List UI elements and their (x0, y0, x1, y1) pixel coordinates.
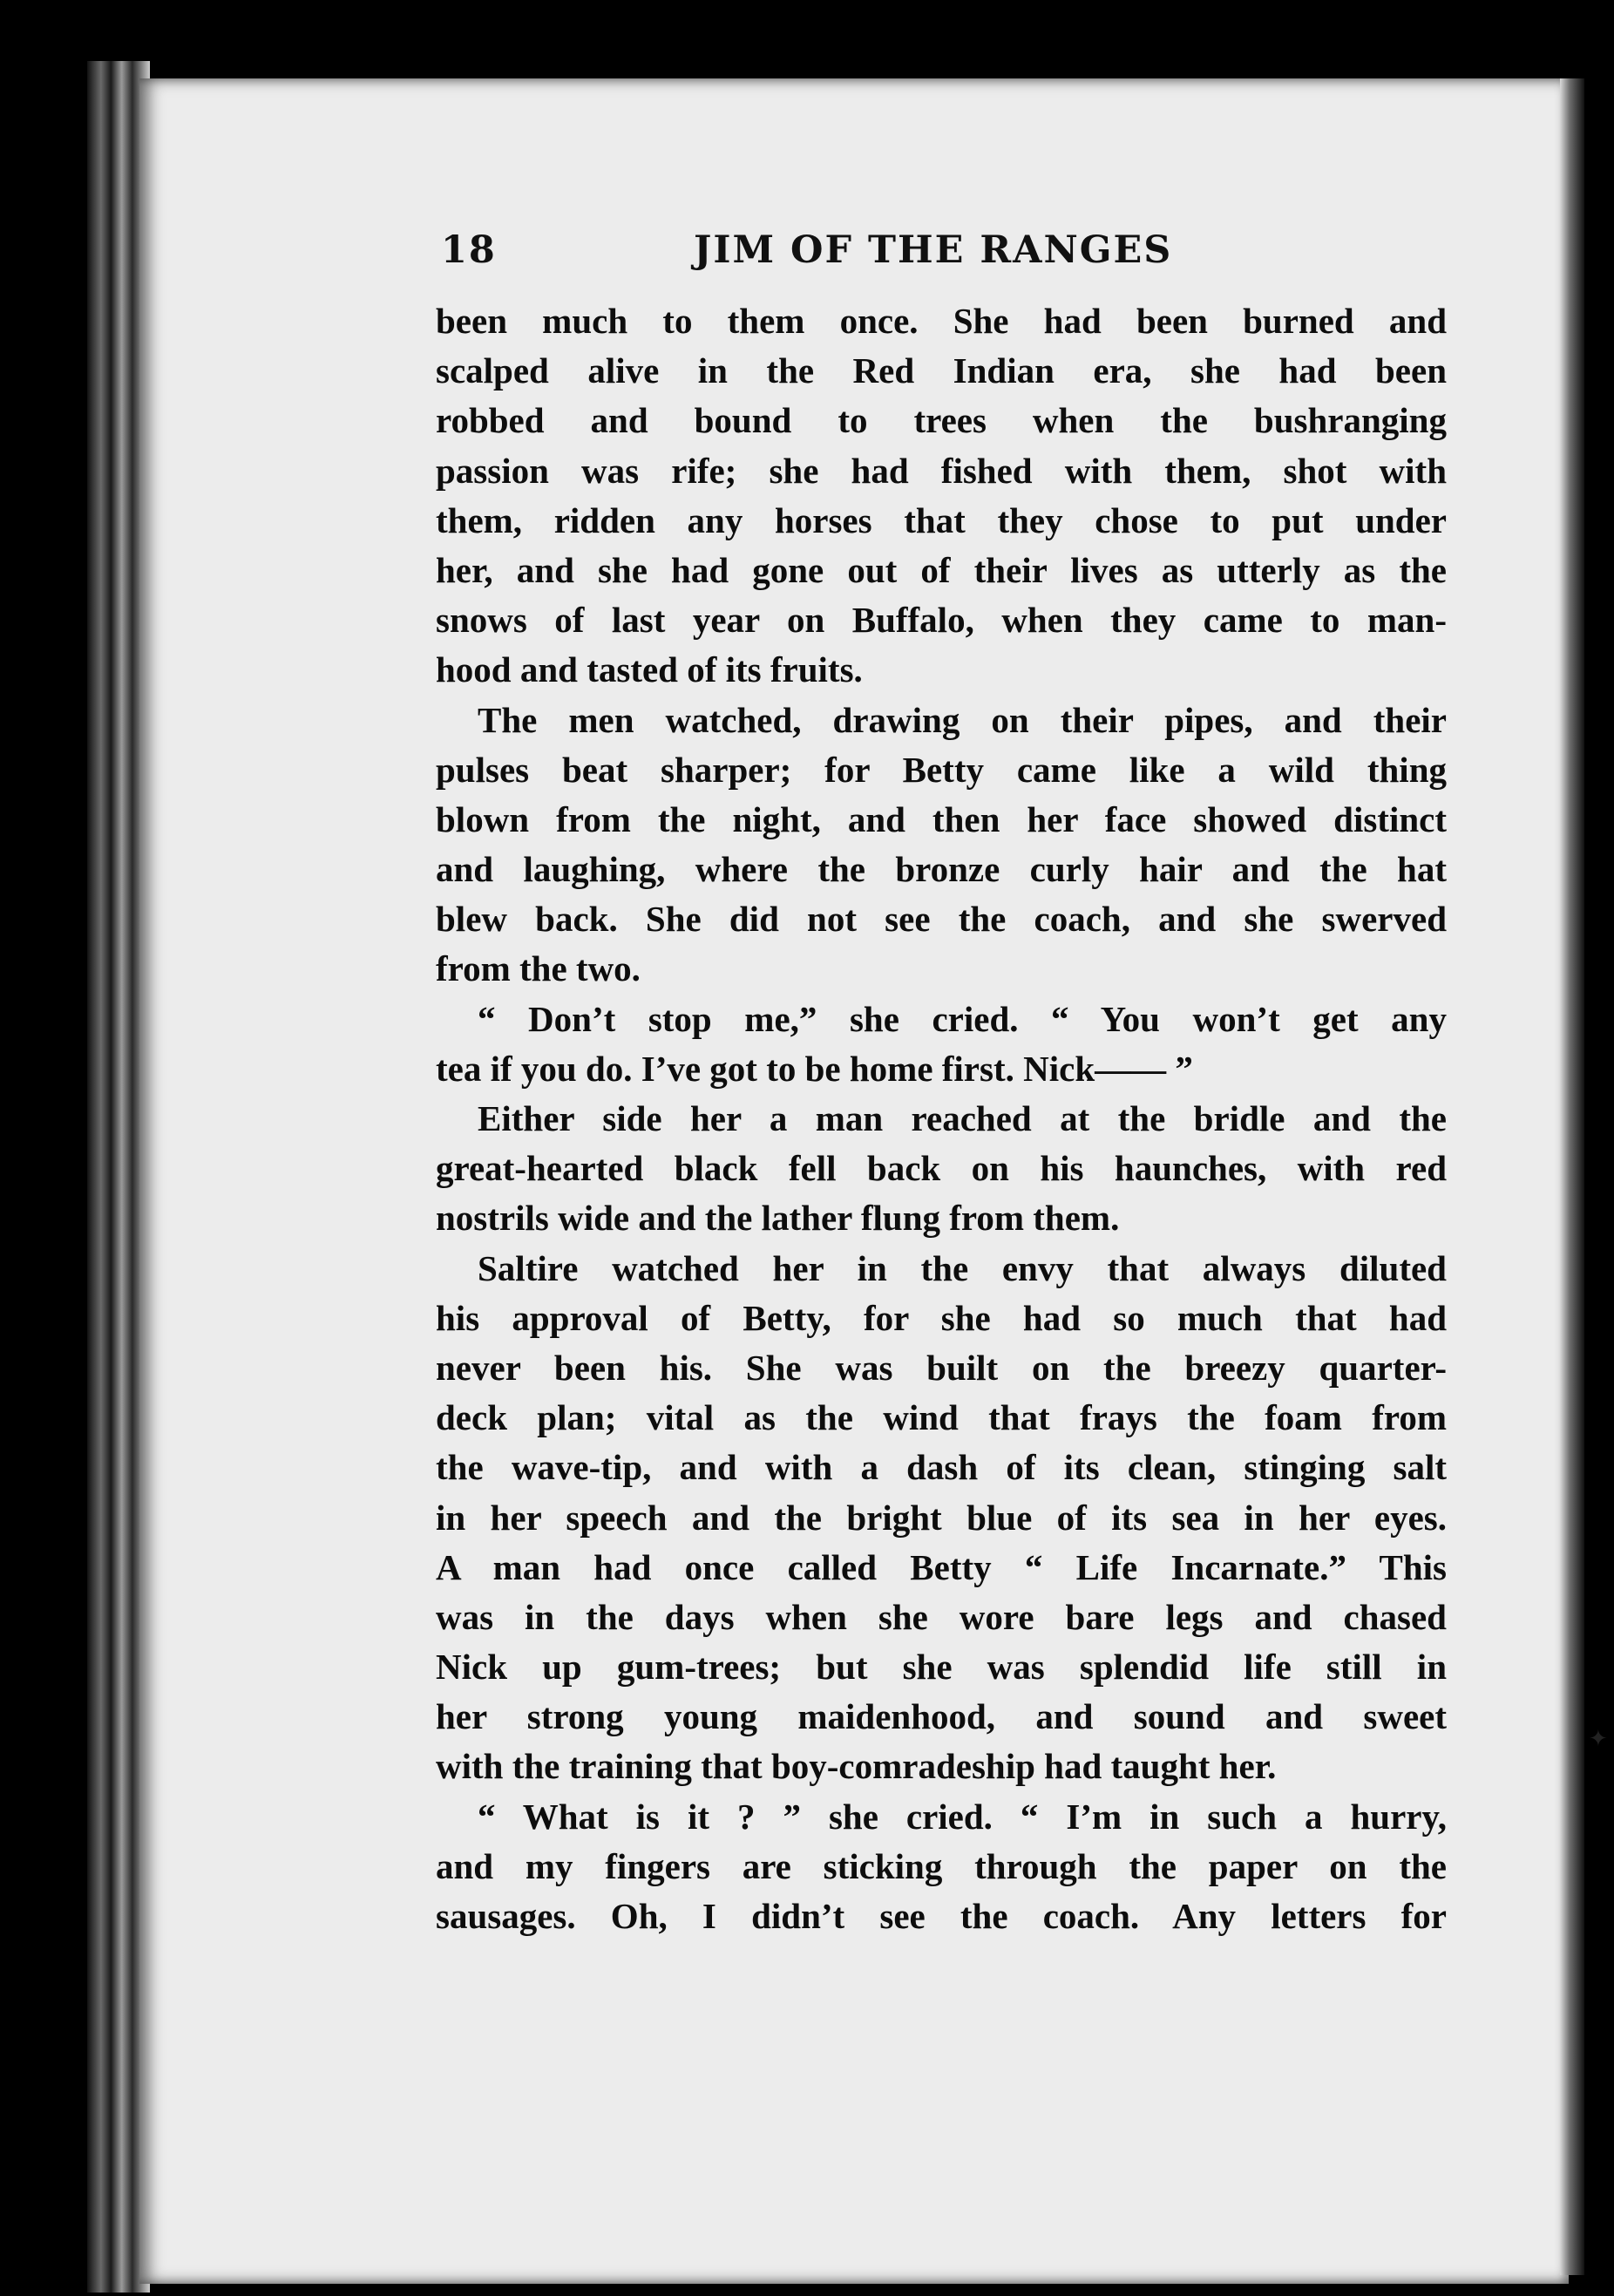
text-line: her strong young maidenhood, and sound and sweet (436, 1696, 1447, 1737)
text-line: deck plan; vital as the wind that frays the foam from (436, 1397, 1447, 1438)
text-line: from the two. (436, 948, 641, 989)
text-line: and my fingers are sticking through the paper on the (436, 1845, 1447, 1886)
text-line: his approval of Betty, for she had so much that had (436, 1297, 1447, 1338)
text-line: “ Don’t stop me,” she cried. “ You won’t get any (478, 998, 1447, 1039)
text-line: her, and she had gone out of their lives as utterly as the (436, 549, 1447, 590)
body-text (436, 296, 1447, 1941)
page-header (441, 228, 1443, 281)
text-line: never been his. She was built on the breezy quarter- (436, 1347, 1447, 1388)
text-line: Saltire watched her in the envy that always diluted (478, 1247, 1447, 1288)
text-line: Nick up gum-trees; but she was splendid life still in (436, 1647, 1447, 1688)
running-title: JIM OF THE RANGES (694, 228, 1173, 272)
text-line: “ What is it ? ” she cried. “ I’m in such a hurry, (478, 1796, 1447, 1837)
text-line: them, ridden any horses that they chose to put under (436, 499, 1447, 540)
text-line: The men watched, drawing on their pipes, and their (478, 699, 1447, 740)
text-line: sausages. Oh, I didn’t see the coach. Any letters for (436, 1896, 1447, 1936)
text-line: Either side her a man reached at the bridle and the (478, 1098, 1447, 1138)
page-right-edge-shadow (1560, 78, 1584, 2275)
text-line: pulses beat sharper; for Betty came like a wild thing (436, 749, 1447, 790)
text-line: been much to them once. She had been burned and (436, 301, 1447, 341)
text-line: passion was rife; she had fished with them, shot with (436, 450, 1447, 491)
text-line: blew back. She did not see the coach, and she swerved (436, 899, 1447, 940)
text-line: and laughing, where the bronze curly hair and the hat (436, 849, 1447, 890)
text-line: blown from the night, and then her face showed distinct (436, 798, 1447, 839)
text-line: hood and tasted of its fruits. (436, 649, 863, 690)
text-line: robbed and bound to trees when the bushranging (436, 400, 1447, 441)
text-line: in her speech and the bright blue of its sea in her eyes. (436, 1497, 1447, 1538)
text-line: nostrils wide and the lather flung from them. (436, 1198, 1120, 1239)
page-number: 18 (441, 228, 497, 272)
text-line: the wave-tip, and with a dash of its clean, stinging salt (436, 1447, 1447, 1488)
text-line: tea if you do. I’ve got to be home first. Nick—— ” (436, 1048, 1193, 1089)
text-line: snows of last year on Buffalo, when they came to man- (436, 600, 1447, 641)
text-line: was in the days when she wore bare legs and chased (436, 1596, 1447, 1637)
text-line: with the training that boy-comradeship had taught her. (436, 1746, 1277, 1787)
edge-speck-mark: ✦ (1589, 1726, 1608, 1752)
text-line: A man had once called Betty “ Life Incarnate.” This (436, 1546, 1447, 1587)
text-line: scalped alive in the Red Indian era, she had been (436, 350, 1447, 391)
text-line: great-hearted black fell back on his haunches, with red (436, 1148, 1447, 1189)
